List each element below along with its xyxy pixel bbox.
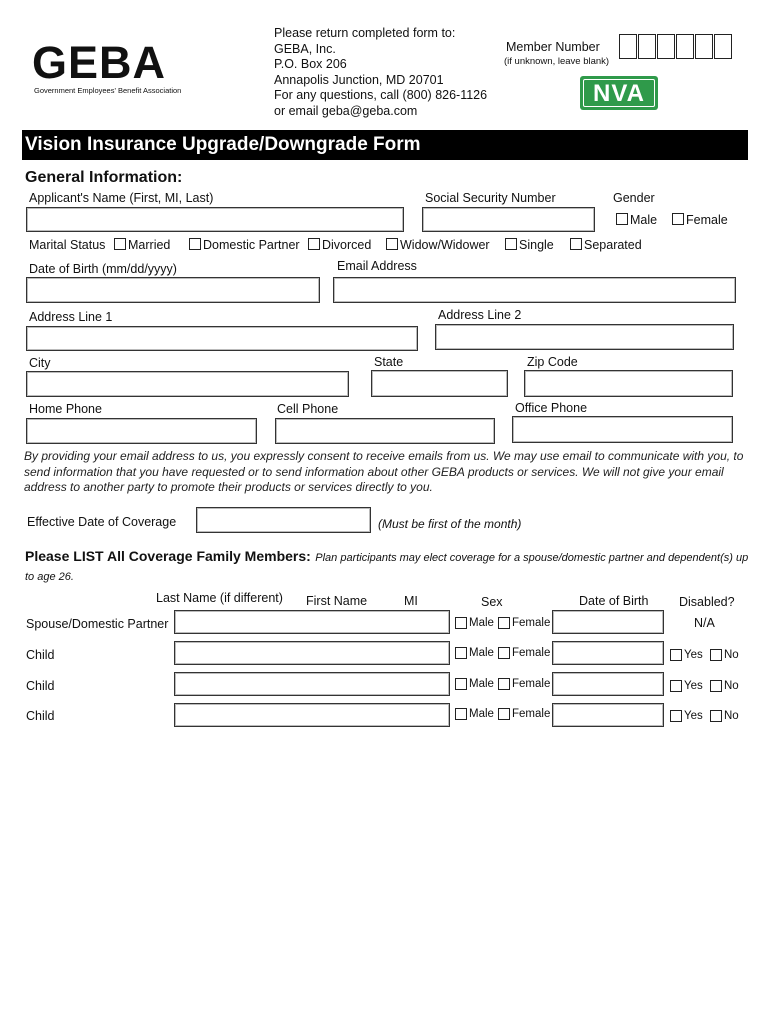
city-label: City — [29, 356, 51, 370]
sex-male-label: Male — [469, 678, 494, 690]
gender-male-label: Male — [630, 213, 658, 227]
domestic-partner-checkbox[interactable] — [189, 238, 201, 250]
sex-male-label: Male — [469, 647, 494, 659]
general-information-heading: General Information: — [25, 169, 183, 186]
applicant-name-field[interactable] — [27, 208, 403, 231]
widow-widower-label: Widow/Widower — [400, 238, 490, 252]
col-sex: Sex — [481, 595, 503, 609]
applicant-name-input[interactable] — [26, 207, 404, 232]
disabled-yes-checkbox[interactable] — [670, 710, 682, 722]
family-row-label: Child — [26, 709, 55, 723]
disabled-yes-label: Yes — [684, 680, 703, 692]
family-members-heading: Please LIST All Coverage Family Members: — [25, 548, 311, 564]
sex-female-checkbox[interactable] — [498, 678, 510, 690]
zip-input[interactable] — [524, 370, 733, 397]
family-name-input[interactable] — [174, 672, 450, 696]
sex-male-checkbox[interactable] — [455, 678, 467, 690]
family-members-note: Plan participants may elect coverage for a spouse/domestic partner and dependent(s) up to age 26. — [25, 552, 749, 583]
address-line: For any questions, call (800) 826-1126 — [274, 88, 488, 102]
form-title: Vision Insurance Upgrade/Downgrade Form — [22, 130, 748, 160]
address2-input[interactable] — [435, 324, 734, 350]
family-dob-input[interactable] — [552, 672, 664, 696]
cell-phone-field[interactable] — [276, 419, 494, 443]
col-disabled: Disabled? — [679, 595, 735, 609]
gender-label: Gender — [613, 191, 655, 205]
col-dob: Date of Birth — [579, 594, 649, 608]
ssn-label: Social Security Number — [425, 191, 556, 205]
address-line: or email geba@geba.com — [274, 103, 418, 118]
member-number-digit[interactable] — [638, 34, 656, 59]
city-field[interactable] — [27, 372, 348, 396]
family-dob-field[interactable] — [553, 611, 663, 633]
nva-logo-text: NVA — [583, 79, 655, 107]
email-consent-text: By providing your email address to us, you expressly consent to receive emails from us. We may use email to communicate with you, to send information that you have requested or to send information about other GEBA products or services. We will not give your email address to another party to promote their products or services directly to you. — [24, 449, 744, 494]
cell-phone-input[interactable] — [275, 418, 495, 444]
geba-logo-subtitle: Government Employees' Benefit Association — [34, 86, 182, 95]
disabled-no-checkbox[interactable] — [710, 649, 722, 661]
sex-female-label: Female — [512, 678, 551, 690]
sex-male-checkbox[interactable] — [455, 647, 467, 659]
sex-female-checkbox[interactable] — [498, 647, 510, 659]
city-input[interactable] — [26, 371, 349, 397]
effective-date-input[interactable] — [196, 507, 371, 533]
address-line: Annapolis Junction, MD 20701 — [274, 72, 444, 87]
ssn-input[interactable] — [422, 207, 595, 232]
family-name-field[interactable] — [175, 642, 449, 664]
applicant-name-label: Applicant's Name (First, MI, Last) — [29, 191, 214, 205]
nva-logo — [580, 76, 658, 110]
office-phone-input[interactable] — [512, 416, 733, 443]
family-row-label: Child — [26, 648, 55, 662]
effective-date-note: (Must be first of the month) — [378, 517, 522, 531]
sex-female-label: Female — [512, 617, 551, 629]
dob-input[interactable] — [26, 277, 320, 303]
sex-male-checkbox[interactable] — [455, 617, 467, 629]
state-input[interactable] — [371, 370, 508, 397]
family-name-field[interactable] — [175, 704, 449, 726]
email-input[interactable] — [333, 277, 736, 303]
dob-label: Date of Birth (mm/dd/yyyy) — [29, 262, 177, 276]
single-label: Single — [519, 238, 554, 252]
family-members-intro — [25, 548, 755, 586]
member-number-digit[interactable] — [619, 34, 637, 59]
geba-logo: GEBA — [32, 37, 167, 88]
address1-input[interactable] — [26, 326, 418, 351]
sex-male-checkbox[interactable] — [455, 708, 467, 720]
married-label: Married — [128, 238, 171, 252]
disabled-yes-checkbox[interactable] — [670, 680, 682, 692]
cell-phone-label: Cell Phone — [277, 402, 339, 416]
gender-female-checkbox[interactable] — [672, 213, 684, 225]
effective-date-field[interactable] — [197, 508, 370, 532]
disabled-no-checkbox[interactable] — [710, 710, 722, 722]
return-address — [274, 26, 487, 119]
zip-label: Zip Code — [527, 355, 578, 369]
member-number-label: Member Number — [506, 40, 600, 54]
family-dob-input[interactable] — [552, 610, 664, 634]
office-phone-field[interactable] — [513, 417, 732, 442]
gender-female-label: Female — [686, 213, 728, 227]
member-number-digit[interactable] — [676, 34, 694, 59]
family-dob-input[interactable] — [552, 641, 664, 665]
sex-female-checkbox[interactable] — [498, 617, 510, 629]
family-row-label: Child — [26, 679, 55, 693]
separated-checkbox[interactable] — [570, 238, 582, 250]
state-label: State — [374, 355, 404, 369]
disabled-no-label: No — [724, 680, 739, 692]
member-number-field[interactable] — [619, 34, 733, 59]
effective-date-label: Effective Date of Coverage — [27, 515, 177, 529]
ssn-field[interactable] — [423, 208, 594, 231]
col-first-name: First Name — [306, 594, 368, 608]
disabled-na: N/A — [694, 616, 715, 630]
family-dob-field[interactable] — [553, 673, 663, 695]
marital-status-label: Marital Status — [29, 238, 106, 252]
zip-field[interactable] — [525, 371, 732, 396]
sex-male-label: Male — [469, 708, 494, 720]
sex-female-label: Female — [512, 708, 551, 720]
sex-male-label: Male — [469, 617, 494, 629]
address-line: Please return completed form to: — [274, 26, 456, 40]
domestic-partner-label: Domestic Partner — [203, 238, 300, 252]
family-row-label: Spouse/Domestic Partner — [26, 617, 169, 631]
email-label: Email Address — [337, 259, 417, 273]
disabled-no-label: No — [724, 710, 739, 722]
member-number-hint: (if unknown, leave blank) — [504, 56, 610, 67]
family-name-input[interactable] — [174, 641, 450, 665]
family-name-input[interactable] — [174, 610, 450, 634]
divorced-label: Divorced — [322, 238, 372, 252]
address2-field[interactable] — [436, 325, 733, 349]
email-field[interactable] — [334, 278, 735, 302]
widow-widower-checkbox[interactable] — [386, 238, 398, 250]
member-number-digit[interactable] — [714, 34, 732, 59]
sex-female-checkbox[interactable] — [498, 708, 510, 720]
address-line: P.O. Box 206 — [274, 57, 347, 71]
member-number-digit[interactable] — [657, 34, 675, 59]
family-dob-input[interactable] — [552, 703, 664, 727]
state-field[interactable] — [372, 371, 507, 396]
address-line: GEBA, Inc. — [274, 41, 336, 56]
home-phone-label: Home Phone — [29, 402, 102, 416]
family-name-field[interactable] — [175, 673, 449, 695]
dob-field[interactable] — [27, 278, 319, 302]
divorced-checkbox[interactable] — [308, 238, 320, 250]
disabled-yes-label: Yes — [684, 710, 703, 722]
family-name-input[interactable] — [174, 703, 450, 727]
col-last-name: Last Name (if different) — [156, 591, 283, 605]
single-checkbox[interactable] — [505, 238, 517, 250]
disabled-no-label: No — [724, 649, 739, 661]
address1-label: Address Line 1 — [29, 310, 113, 324]
address2-label: Address Line 2 — [438, 308, 522, 322]
office-phone-label: Office Phone — [515, 401, 588, 415]
col-mi: MI — [404, 594, 418, 608]
disabled-yes-checkbox[interactable] — [670, 649, 682, 661]
disabled-yes-label: Yes — [684, 649, 703, 661]
family-name-field[interactable] — [175, 611, 449, 633]
separated-label: Separated — [584, 238, 642, 252]
home-phone-input[interactable] — [26, 418, 257, 444]
family-dob-field[interactable] — [553, 642, 663, 664]
address1-field[interactable] — [27, 327, 417, 350]
married-checkbox[interactable] — [114, 238, 126, 250]
gender-male-checkbox[interactable] — [616, 213, 628, 225]
home-phone-field[interactable] — [27, 419, 256, 443]
disabled-no-checkbox[interactable] — [710, 680, 722, 692]
family-dob-field[interactable] — [553, 704, 663, 726]
sex-female-label: Female — [512, 647, 551, 659]
member-number-digit[interactable] — [695, 34, 713, 59]
